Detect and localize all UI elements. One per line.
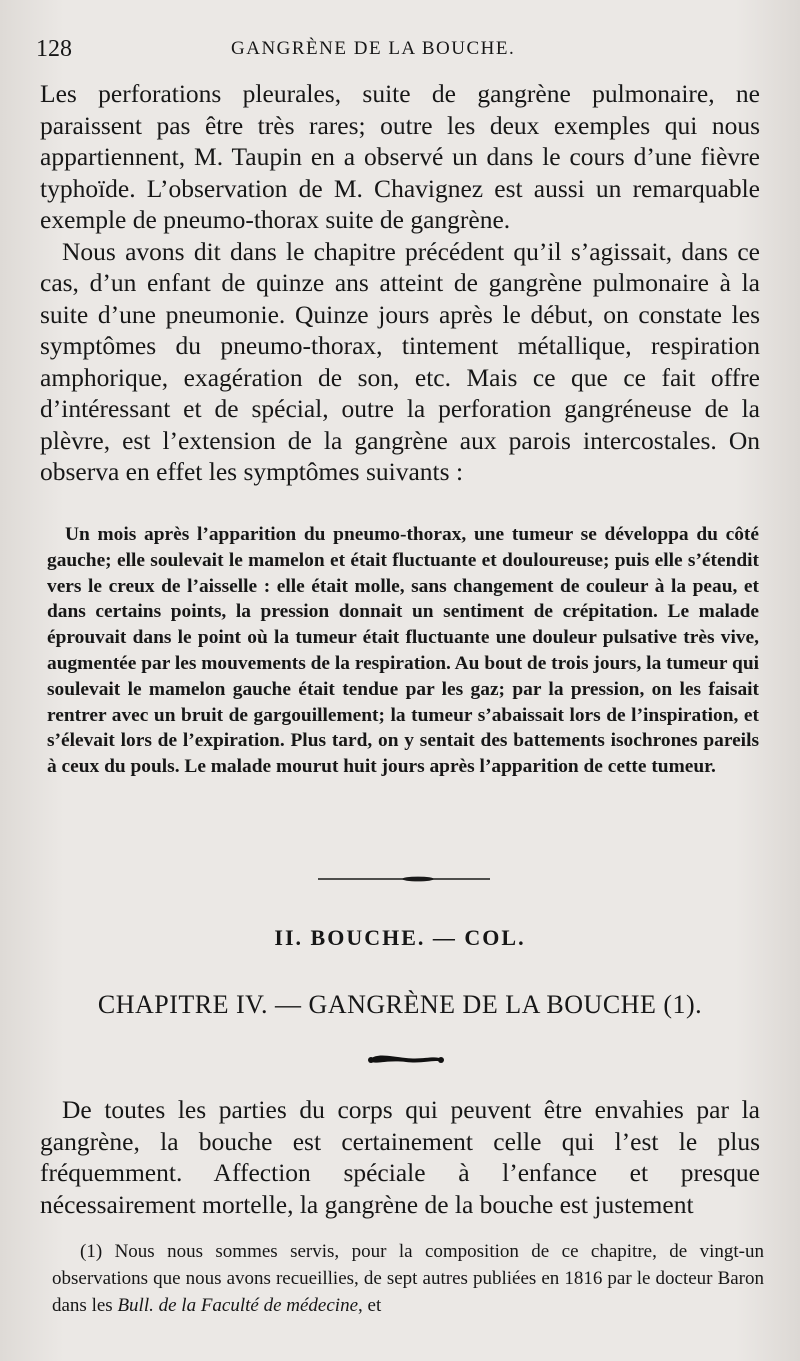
footnote-journal-title: Bull. de la Faculté de médecine [117, 1295, 359, 1316]
paragraph-chavignez-case: Nous avons dit dans le chapitre précédent qu’il s’agissait, dans ce cas, d’un enfant de quinze ans atteint de gangrène pulmonaire à la suite d’une pneumonie. Quinze jours après le début, on constate les symptômes du pneumo-thorax, tintement métallique, respiration amphorique, exagération de son, etc. Mais ce que ce fait offre d’intéressant et de spécial, outre la perforation gangréneuse de la plèvre, est l’extension de la gangrène aux parois intercostales. On observa en effet les symptômes suivants : [40, 236, 760, 486]
body-text-chapter [40, 1094, 760, 1220]
section-title: II. BOUCHE. — COL. [274, 925, 526, 950]
footnote-tail: , et [358, 1295, 382, 1316]
footnote-text: (1) Nous nous sommes servis, pour la composition de ce chapitre, de vingt-un observations que nous avons recueillies, de sept autres publiées en 1816 par le docteur Baron dans les [52, 1241, 764, 1316]
paragraph-perforations: Les perforations pleurales, suite de gangrène pulmonaire, ne paraissent pas être très rares; outre les deux exemples qui nous appartiennent, M. Taupin en a observé un dans le cours d’une fièvre typhoïde. L’observation de M. Chavignez est aussi un remarquable exemple de pneumo-thorax suite de gangrène. [40, 79, 760, 234]
page-number: 128 [36, 36, 72, 62]
footnote [52, 1238, 764, 1319]
body-text-top [40, 78, 760, 488]
chapter-title: CHAPITRE IV. — GANGRÈNE DE LA BOUCHE (1). [97, 990, 703, 1019]
paragraph-chapter-opening: De toutes les parties du corps qui peuvent être envahies par la gangrène, la bouche est certainement celle qui l’est le plus fréquemment. Affection spéciale à l’enfance et presque nécessairement mortelle, la gangrène de la bouche est justement [40, 1095, 760, 1219]
clinical-observation [47, 522, 759, 780]
observation-paragraph: Un mois après l’apparition du pneumo-thorax, une tumeur se développa du côté gauche; elle soulevait le mamelon et était fluctuante et douloureuse; puis elle s’étendit vers le creux de l’aisselle : elle était molle, sans changement de couleur à la peau, et dans certains points, la pression donnait un sentiment de crépitation. Le malade éprouvait dans le point où la tumeur était fluctuante une douleur pulsative très vive, augmentée par les mouvements de la respiration. Au bout de trois jours, la tumeur qui soulevait le mamelon gauche était tendue par les gaz; par la pression, on les faisait rentrer avec un bruit de gargouillement; la tumeur s’abaissait lors de l’inspiration, et s’élevait lors de l’expiration. Plus tard, on y sentait des battements isochrones pareils à ceux du pouls. Le malade mourut huit jours après l’apparition de cette tumeur. [47, 524, 759, 778]
page-header [36, 30, 766, 70]
running-title: GANGRÈNE DE LA BOUCHE. [231, 38, 516, 59]
section-rule [318, 876, 490, 880]
ornament-rule [368, 1050, 444, 1068]
